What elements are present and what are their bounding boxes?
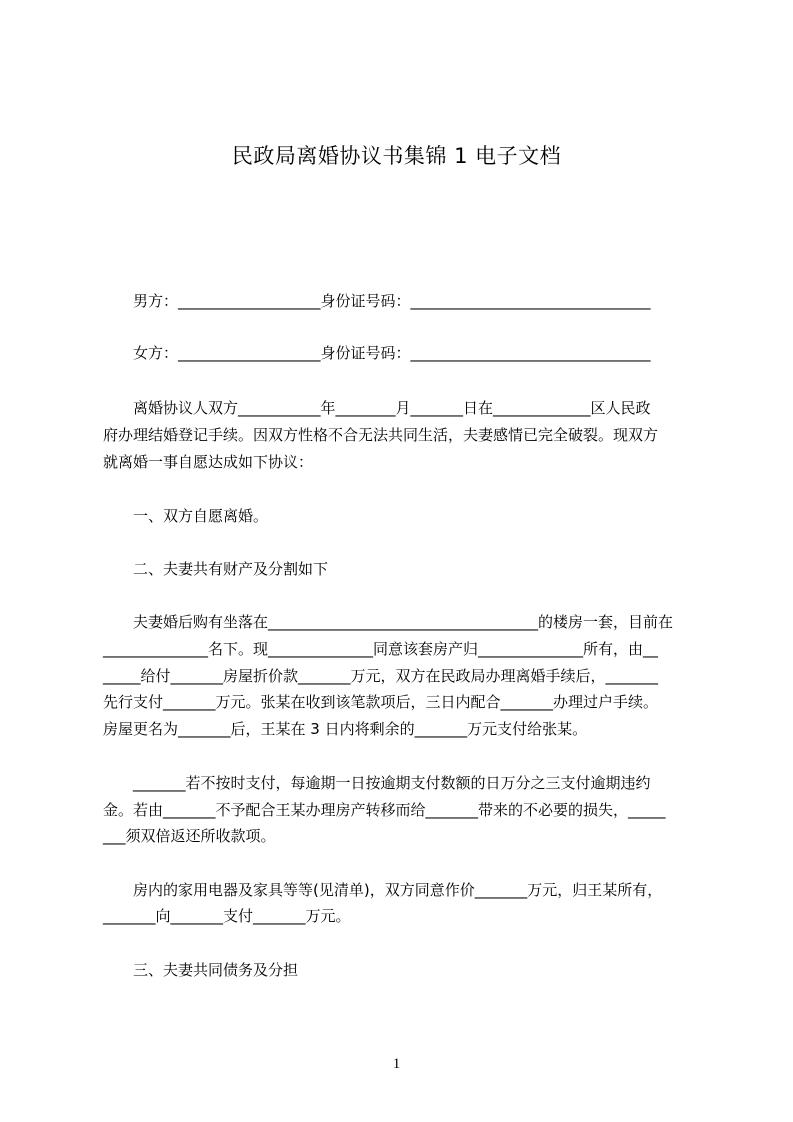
property-paragraph-line: _____给付_______房屋折价款_______万元，双方在民政局办理离婚手续后，_______ [103,667,659,685]
penalty-paragraph-line: _______若不按时支付，每逾期一日按逾期支付数额的日万分之三支付逾期违约 [103,774,651,792]
property-paragraph-line: 夫妻婚后购有坐落在____________________________________的楼房一套，目前在 [103,613,674,631]
penalty-paragraph-line: 金。若由_______不予配合王某办理房产转移而给_______带来的不必要的损失，_____ [103,801,666,819]
property-paragraph-line: 房屋更名为_______后，王某在 3 日内将剩余的_______万元支付给张某。 [103,720,588,738]
property-paragraph-line: 先行支付_______万元。张某在收到该笔款项后，三日内配合_______办理过户手续。 [103,693,659,711]
section-heading-1: 一、双方自愿离婚。 [103,507,269,525]
appliances-paragraph-line: _______向_______支付_______万元。 [103,907,351,925]
property-paragraph-line: ______________名下。现______________同意该套房产归______________所有，由__ [103,640,659,658]
section-heading-3: 三、夫妻共同债务及分担 [103,961,299,979]
appliances-paragraph-line: 房内的家用电器及家具等等(见清单)，双方同意作价_______万元，归王某所有， [103,881,663,899]
intro-paragraph-line: 离婚协议人双方___________年________月_______日在_____________区人民政 [103,399,651,417]
document-title: 民政局离婚协议书集锦 1 电子文档 [231,144,562,168]
page-number: 1 [392,1056,401,1072]
intro-paragraph-line: 就离婚一事自愿达成如下协议： [103,453,314,471]
penalty-paragraph-line: ___须双倍返还所收款项。 [103,827,276,845]
intro-paragraph-line: 府办理结婚登记手续。因双方性格不合无法共同生活，夫妻感情已完全破裂。现双方 [103,426,659,444]
female-party-line: 女方：___________________身份证号码：________________________________ [103,344,651,362]
male-party-line: 男方：___________________身份证号码：________________________________ [103,292,651,310]
section-heading-2: 二、夫妻共有财产及分割如下 [103,560,329,578]
